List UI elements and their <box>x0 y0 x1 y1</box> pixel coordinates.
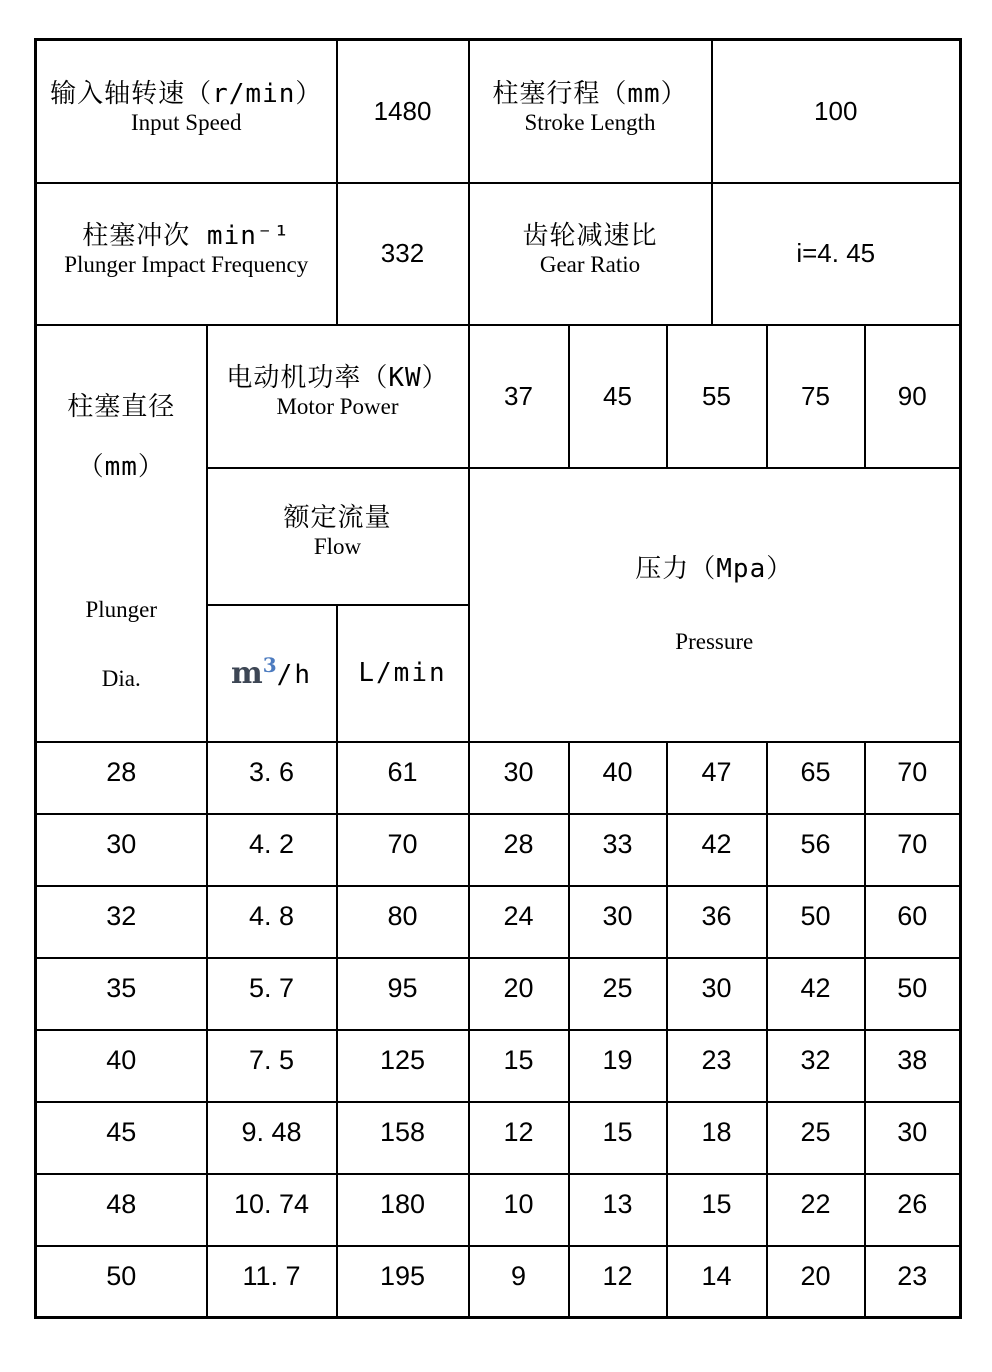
motor-power-header-cell <box>207 325 469 468</box>
lmin-unit-label: L/min <box>358 658 447 688</box>
pressure-cell: 22 <box>767 1174 865 1246</box>
gear-ratio-header-cell <box>469 183 712 325</box>
flow-header-cell <box>207 468 469 605</box>
stroke-length-header-cell <box>469 40 712 183</box>
table-row <box>36 1246 961 1318</box>
dia-cell: 40 <box>36 1030 207 1102</box>
motor-power-value: 75 <box>767 325 865 468</box>
table-row <box>36 814 961 886</box>
motor-power-value: 90 <box>865 325 961 468</box>
gear-ratio-label-zh: 齿轮减速比 <box>522 220 658 251</box>
stroke-length-label-en: Stroke Length <box>524 109 656 135</box>
table-row <box>36 958 961 1030</box>
table-row <box>36 742 961 814</box>
stroke-length-value: 100 <box>712 40 961 183</box>
pressure-cell: 25 <box>767 1102 865 1174</box>
impact-frequency-label-en: Plunger Impact Frequency <box>64 251 309 277</box>
dia-cell: 35 <box>36 958 207 1030</box>
dia-cell: 28 <box>36 742 207 814</box>
pressure-cell: 19 <box>569 1030 667 1102</box>
flow-lmin-cell: 195 <box>337 1246 469 1318</box>
pressure-cell: 18 <box>667 1102 767 1174</box>
plunger-dia-label-en2: Dia. <box>101 665 141 691</box>
pressure-cell: 30 <box>469 742 569 814</box>
flow-m3h-cell: 5. 7 <box>207 958 337 1030</box>
pressure-cell: 30 <box>865 1102 961 1174</box>
pressure-cell: 47 <box>667 742 767 814</box>
flow-lmin-cell: 125 <box>337 1030 469 1102</box>
pressure-cell: 60 <box>865 886 961 958</box>
plunger-dia-header-cell <box>36 325 207 742</box>
pressure-cell: 33 <box>569 814 667 886</box>
flow-lmin-cell: 61 <box>337 742 469 814</box>
flow-m3h-cell: 7. 5 <box>207 1030 337 1102</box>
flow-unit-m3h-cell <box>207 605 337 742</box>
table-row <box>36 1174 961 1246</box>
input-speed-label-en: Input Speed <box>130 109 242 135</box>
pressure-cell: 15 <box>569 1102 667 1174</box>
flow-lmin-cell: 80 <box>337 886 469 958</box>
plunger-dia-label-zh: 柱塞直径 <box>67 391 176 422</box>
input-speed-value: 1480 <box>337 40 469 183</box>
pressure-cell: 12 <box>569 1246 667 1318</box>
table-row <box>36 1102 961 1174</box>
motor-power-label-en: Motor Power <box>276 394 399 420</box>
pressure-cell: 42 <box>767 958 865 1030</box>
m3h-unit-per-hour: /h <box>276 659 312 690</box>
pressure-cell: 26 <box>865 1174 961 1246</box>
pressure-cell: 14 <box>667 1246 767 1318</box>
pressure-cell: 40 <box>569 742 667 814</box>
pressure-label-en: Pressure <box>675 628 754 654</box>
dia-cell: 45 <box>36 1102 207 1174</box>
motor-power-value: 45 <box>569 325 667 468</box>
pressure-cell: 28 <box>469 814 569 886</box>
flow-lmin-cell: 158 <box>337 1102 469 1174</box>
flow-label-zh: 额定流量 <box>283 503 392 534</box>
input-speed-header-cell <box>36 40 337 183</box>
m3h-unit-base: m <box>231 655 263 691</box>
pressure-cell: 70 <box>865 814 961 886</box>
plunger-dia-unit: （mm） <box>77 451 165 482</box>
pressure-cell: 25 <box>569 958 667 1030</box>
motor-power-label-zh: 电动机功率（KW） <box>226 363 449 394</box>
pump-spec-table <box>34 38 962 1319</box>
pressure-cell: 38 <box>865 1030 961 1102</box>
pressure-label-zh: 压力（Mpa） <box>635 553 794 584</box>
pressure-cell: 23 <box>865 1246 961 1318</box>
pressure-cell: 23 <box>667 1030 767 1102</box>
plunger-dia-label-en1: Plunger <box>85 596 158 622</box>
pressure-cell: 30 <box>667 958 767 1030</box>
impact-frequency-label-zh: 柱塞冲次 min⁻¹ <box>82 220 291 251</box>
flow-m3h-cell: 10. 74 <box>207 1174 337 1246</box>
pressure-cell: 36 <box>667 886 767 958</box>
flow-m3h-cell: 4. 2 <box>207 814 337 886</box>
pressure-cell: 50 <box>767 886 865 958</box>
pressure-cell: 13 <box>569 1174 667 1246</box>
dia-cell: 32 <box>36 886 207 958</box>
pressure-cell: 32 <box>767 1030 865 1102</box>
pressure-cell: 12 <box>469 1102 569 1174</box>
pressure-cell: 15 <box>469 1030 569 1102</box>
flow-m3h-cell: 9. 48 <box>207 1102 337 1174</box>
pressure-cell: 10 <box>469 1174 569 1246</box>
motor-power-value: 55 <box>667 325 767 468</box>
pressure-cell: 56 <box>767 814 865 886</box>
pressure-cell: 15 <box>667 1174 767 1246</box>
stroke-length-label-zh: 柱塞行程（mm） <box>492 78 688 109</box>
dia-cell: 48 <box>36 1174 207 1246</box>
dia-cell: 50 <box>36 1246 207 1318</box>
table-row <box>36 183 961 325</box>
flow-lmin-cell: 70 <box>337 814 469 886</box>
flow-lmin-cell: 95 <box>337 958 469 1030</box>
flow-m3h-cell: 3. 6 <box>207 742 337 814</box>
pressure-cell: 50 <box>865 958 961 1030</box>
impact-frequency-header-cell <box>36 183 337 325</box>
pressure-cell: 24 <box>469 886 569 958</box>
table-row <box>36 1030 961 1102</box>
flow-m3h-cell: 4. 8 <box>207 886 337 958</box>
flow-label-en: Flow <box>313 534 362 560</box>
motor-power-value: 37 <box>469 325 569 468</box>
pressure-cell: 20 <box>469 958 569 1030</box>
pressure-cell: 20 <box>767 1246 865 1318</box>
pressure-cell: 70 <box>865 742 961 814</box>
dia-cell: 30 <box>36 814 207 886</box>
table-row <box>36 886 961 958</box>
pressure-cell: 9 <box>469 1246 569 1318</box>
gear-ratio-label-en: Gear Ratio <box>539 251 641 277</box>
flow-unit-lmin-cell <box>337 605 469 742</box>
m3h-unit-superscript: 3 <box>262 652 277 677</box>
pressure-cell: 30 <box>569 886 667 958</box>
input-speed-label-zh: 输入轴转速（r/min） <box>50 78 323 109</box>
pressure-cell: 65 <box>767 742 865 814</box>
flow-lmin-cell: 180 <box>337 1174 469 1246</box>
impact-frequency-value: 332 <box>337 183 469 325</box>
table-row <box>36 40 961 183</box>
table-row <box>36 325 961 468</box>
flow-m3h-cell: 11. 7 <box>207 1246 337 1318</box>
pressure-header-cell <box>469 468 961 742</box>
pressure-cell: 42 <box>667 814 767 886</box>
gear-ratio-value: i=4. 45 <box>712 183 961 325</box>
